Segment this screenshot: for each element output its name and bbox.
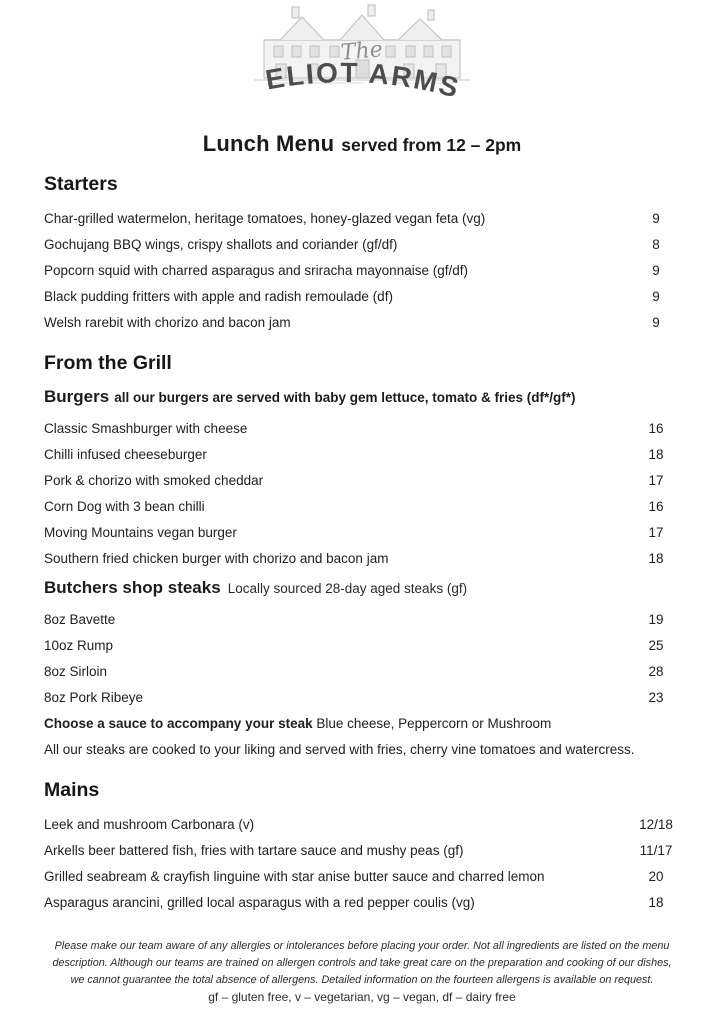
- menu-item-row: [44, 310, 680, 336]
- menu-title-main: Lunch Menu: [202, 131, 335, 156]
- item-name: 8oz Pork Ribeye: [44, 690, 144, 705]
- menu-item-row: [44, 284, 680, 310]
- menu-item-row: [44, 838, 680, 864]
- item-price: 9: [652, 315, 660, 330]
- item-price: 8: [652, 237, 660, 252]
- item-name: 8oz Sirloin: [44, 664, 108, 679]
- item-name: Popcorn squid with charred asparagus and sriracha mayonnaise (gf/df): [44, 263, 468, 278]
- menu-item-row: [44, 607, 680, 633]
- logo-pub-name: ELIOT ARMS: [263, 56, 464, 104]
- item-price: 16: [648, 499, 664, 514]
- item-price: 18: [648, 895, 664, 910]
- item-price: 11/17: [639, 843, 673, 858]
- item-price: 20: [648, 869, 664, 884]
- menu-item-row: [44, 258, 680, 284]
- item-price: 17: [648, 473, 664, 488]
- item-name: Leek and mushroom Carbonara (v): [44, 817, 255, 832]
- item-price: 18: [648, 551, 664, 566]
- item-price: 23: [648, 690, 664, 705]
- item-price: 9: [652, 289, 660, 304]
- item-name: Pork & chorizo with smoked cheddar: [44, 473, 264, 488]
- item-price: 17: [648, 525, 664, 540]
- burgers-heading: Burgers: [44, 387, 110, 406]
- burgers-note: all our burgers are served with baby gem lettuce, tomato & fries (df*/gf*): [114, 390, 576, 405]
- menu-title: [44, 131, 680, 157]
- dietary-legend: gf – gluten free, v – vegetarian, vg – vegan, df – dairy free: [208, 990, 516, 1004]
- menu-item-row: [44, 206, 680, 232]
- pub-building-illustration: [244, 4, 480, 112]
- item-price: 12/18: [639, 817, 673, 832]
- steak-sauce-options: Blue cheese, Peppercorn or Mushroom: [312, 716, 552, 731]
- subsection-heading-burgers: [44, 385, 680, 410]
- item-name: 10oz Rump: [44, 638, 114, 653]
- menu-item-row: [44, 232, 680, 258]
- menu-item-row: [44, 494, 680, 520]
- item-name: Corn Dog with 3 bean chilli: [44, 499, 205, 514]
- menu-item-row: [44, 890, 680, 916]
- menu-item-row: [44, 812, 680, 838]
- steak-sauce-line: [44, 711, 680, 737]
- menu-title-serving-times: served from 12 – 2pm: [341, 135, 522, 155]
- menu-item-row: [44, 468, 680, 494]
- logo-the-script: The: [339, 37, 384, 66]
- item-price: 9: [652, 263, 660, 278]
- menu-item-row: [44, 416, 680, 442]
- item-name: Asparagus arancini, grilled local asparagus with a red pepper coulis (vg): [44, 895, 475, 910]
- steak-sauce-label: Choose a sauce to accompany your steak: [44, 716, 313, 731]
- item-name: Grilled seabream & crayfish linguine with star anise butter sauce and charred lemon: [44, 869, 545, 884]
- item-price: 28: [648, 664, 664, 679]
- footer: [44, 938, 680, 1006]
- section-heading-from-the-grill: From the Grill: [44, 352, 172, 374]
- steaks-note: Locally sourced 28-day aged steaks (gf): [227, 581, 468, 596]
- menu-item-row: [44, 685, 680, 711]
- item-name: Welsh rarebit with chorizo and bacon jam: [44, 315, 291, 330]
- item-name: Gochujang BBQ wings, crispy shallots and coriander (gf/df): [44, 237, 398, 252]
- steak-cooking-note: All our steaks are cooked to your liking and served with fries, cherry vine tomatoes and watercress.: [44, 742, 635, 757]
- item-name: Black pudding fritters with apple and radish remoulade (df): [44, 289, 393, 304]
- item-name: Moving Mountains vegan burger: [44, 525, 237, 540]
- item-price: 16: [648, 421, 664, 436]
- item-name: 8oz Bavette: [44, 612, 116, 627]
- section-heading-mains: Mains: [44, 779, 100, 801]
- item-price: 25: [648, 638, 664, 653]
- menu-item-row: [44, 546, 680, 572]
- item-name: Char-grilled watermelon, heritage tomatoes, honey-glazed vegan feta (vg): [44, 211, 486, 226]
- menu-item-row: [44, 659, 680, 685]
- item-name: Arkells beer battered fish, fries with tartare sauce and mushy peas (gf): [44, 843, 464, 858]
- pub-logo: [244, 4, 480, 117]
- item-price: 18: [648, 447, 664, 462]
- allergy-notice: Please make our team aware of any allergies or intolerances before placing your order. Not all ingredients are listed on the menu description. Although our teams are trained on allergen controls and take great care on the preparation and cooking of our dishes, we cannot guarantee the total absence of allergens. Detailed information on the fourteen allergens is available on request.: [52, 940, 672, 986]
- menu-item-row: [44, 442, 680, 468]
- item-name: Chilli infused cheeseburger: [44, 447, 207, 462]
- item-price: 9: [652, 211, 660, 226]
- item-name: Classic Smashburger with cheese: [44, 421, 248, 436]
- menu-item-row: [44, 633, 680, 659]
- item-price: 19: [648, 612, 664, 627]
- menu-item-row: [44, 864, 680, 890]
- section-heading-starters: Starters: [44, 173, 118, 195]
- steaks-heading: Butchers shop steaks: [44, 578, 221, 597]
- menu-item-row: [44, 520, 680, 546]
- item-name: Southern fried chicken burger with chorizo and bacon jam: [44, 551, 389, 566]
- subsection-heading-steaks: [44, 576, 680, 601]
